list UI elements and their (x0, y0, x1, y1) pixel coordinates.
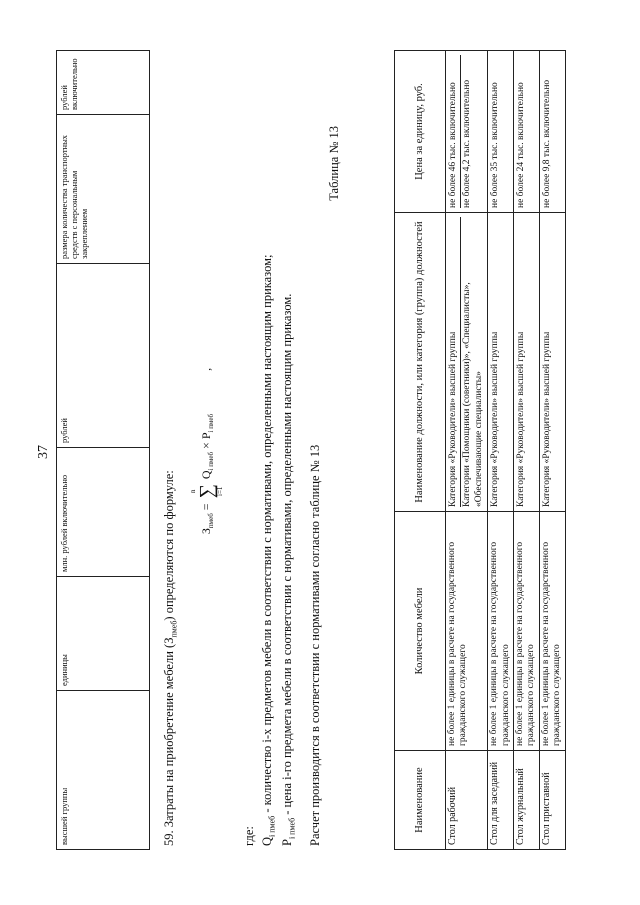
section-heading: 59. Затраты на приобретение мебели $(З_{пмеб})$ определяются по формуле: (162, 470, 179, 846)
definition-p: $P_{i пмеб}$ - цена i-го предмета мебели в соответствии с нормативами, определенными настоящим приказом. (280, 293, 297, 846)
price-entry: не более 4,2 тыс. включительно (462, 79, 473, 208)
cell-positions (513, 213, 539, 512)
continuation-table (56, 50, 150, 850)
sum-symbol: n ∑ i=1 (189, 484, 225, 499)
position-entry: Категория «Руководители» высшей группы (541, 331, 552, 507)
cell-quantity: не более 1 единицы в расчете на государственного гражданского служащего (488, 512, 514, 751)
cell-group: высшей группы (57, 691, 150, 850)
cell-amount: млн. рублей включительно (57, 448, 150, 577)
cell-currency: рублей (57, 264, 150, 448)
where-label: где: (242, 826, 257, 846)
header-price: Цена за единицу, руб. (395, 51, 446, 213)
position-entry: Категория «Руководители» высшей группы (515, 331, 526, 507)
table-row (488, 51, 514, 850)
table-row (539, 51, 565, 850)
table-row (57, 51, 150, 850)
definition-q: $Q_{i пмеб}$ - количество i-х предметов мебели в соответствии с нормативами, определенными настоящим приказом; (260, 254, 277, 846)
rotated-page (14, 14, 626, 890)
price-entry: не более 9,8 тыс. включительно (541, 79, 552, 208)
price-entry: не более 35 тыс. включительно (490, 82, 501, 208)
price-entry: не более 24 тыс. включительно (515, 82, 526, 208)
cell-positions (539, 213, 565, 512)
cell-unit: единицы (57, 577, 150, 691)
header-position: Наименование должности, или категория (группа) должностей (395, 213, 446, 512)
calculation-note: Расчет производится в соответствии с нормативами согласно таблице № 13 (308, 444, 323, 846)
cell-vehicles: размера количества транспортных средств с персональным закреплением (57, 115, 150, 264)
cell-quantity: не более 1 единицы в расчете на государственного гражданского служащего (513, 512, 539, 751)
cell-furniture-name: Стол журнальный (513, 751, 539, 850)
cell-prices (488, 51, 514, 213)
table-header-row (395, 51, 446, 850)
position-entry: Категории «Помощники (советники)», «Специалисты», «Обеспечивающие специалисты» (462, 282, 484, 507)
cell-prices (446, 51, 488, 213)
cell-quantity: не более 1 единицы в расчете на государственного гражданского служащего (539, 512, 565, 751)
table-row (446, 51, 488, 850)
cell-prices (513, 51, 539, 213)
section-59 (160, 56, 343, 846)
cell-positions (446, 213, 488, 512)
cell-furniture-name: Стол для заседаний (488, 751, 514, 850)
cell-positions (488, 213, 514, 512)
table-caption: Таблица № 13 (326, 126, 341, 201)
page-number: 37 (36, 445, 51, 459)
cell-furniture-name: Стол приставной (539, 751, 565, 850)
cell-prices (539, 51, 565, 213)
table-13 (394, 50, 566, 850)
header-quantity: Количество мебели (395, 512, 446, 751)
furniture-cost-formula: $З_{пмеб}$ = n ∑ i=1 $Q_{i пмеб} \times P_{i пмеб}$ , (189, 367, 225, 535)
position-entry: Категория «Руководители» высшей группы (447, 217, 461, 507)
table-row (513, 51, 539, 850)
price-entry: не более 46 тыс. включительно (447, 55, 461, 208)
header-name: Наименование (395, 751, 446, 850)
cell-quantity: не более 1 единицы в расчете на государственного гражданского служащего (446, 512, 488, 751)
position-entry: Категория «Руководители» высшей группы (490, 331, 501, 507)
cell-currency-incl: рублей включительно (57, 51, 150, 115)
cell-furniture-name: Стол рабочий (446, 751, 488, 850)
